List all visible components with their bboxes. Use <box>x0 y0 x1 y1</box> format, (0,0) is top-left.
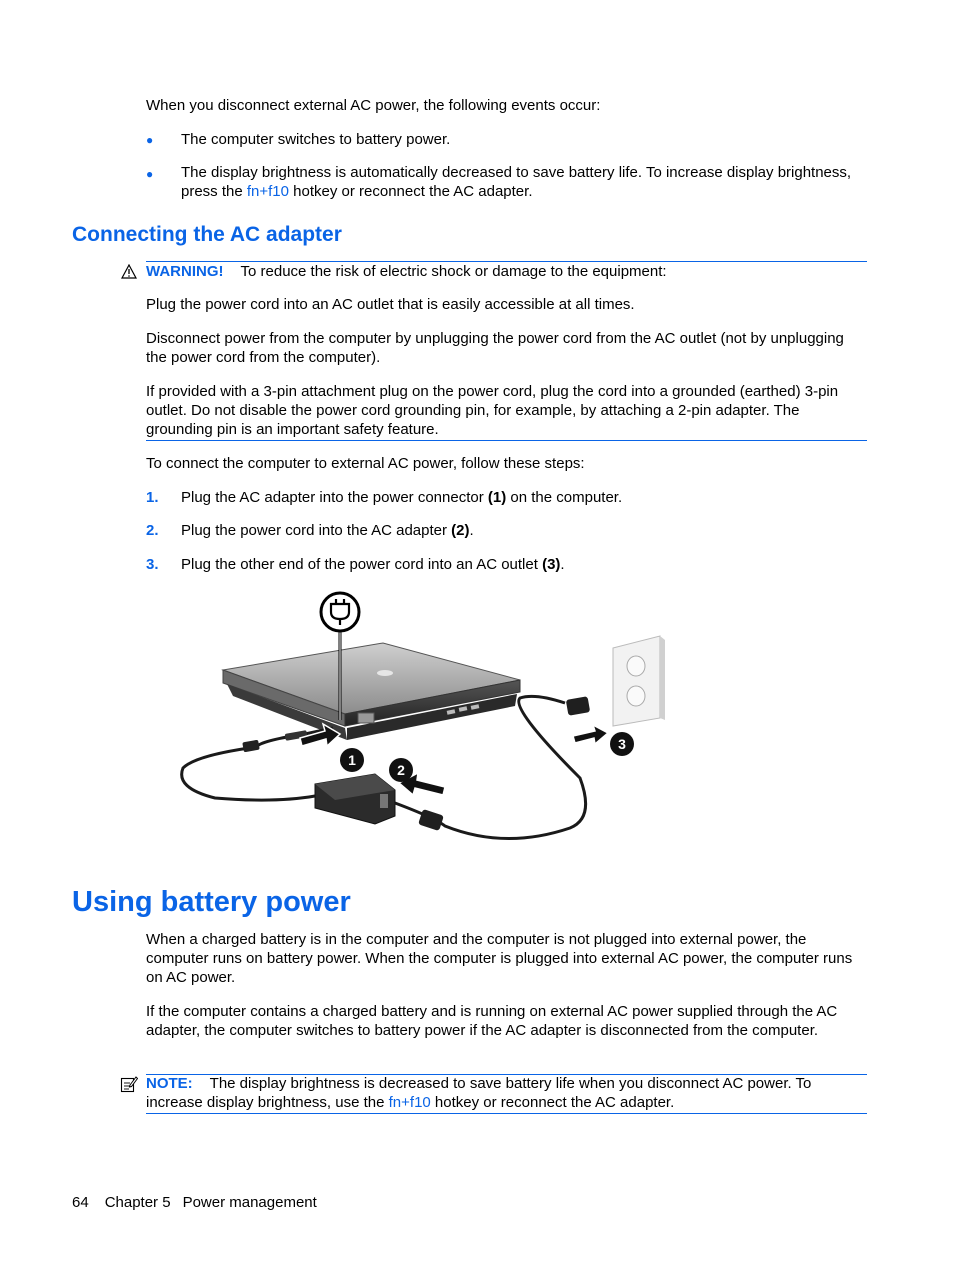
step-number: 2. <box>146 522 159 539</box>
arrow-3 <box>573 725 608 744</box>
page-footer <box>72 1193 333 1212</box>
bullet-item: The computer switches to battery power. <box>181 131 451 148</box>
step-item <box>181 521 871 540</box>
body-paragraph: When a charged battery is in the computer and the computer is not plugged into external power, the computer runs on battery power. When the computer is plugged into external AC power, the computer runs on AC power. <box>146 931 853 986</box>
note-bottom-rule <box>146 1113 867 1114</box>
bullet-text: hotkey or reconnect the AC adapter. <box>289 183 533 200</box>
hotkey-link[interactable]: fn+f10 <box>388 1094 431 1111</box>
hotkey-link[interactable]: fn+f10 <box>246 183 289 200</box>
step-ref: (1) <box>487 489 507 506</box>
note-text: The display brightness is decreased to save battery life when you disconnect AC power. To increase display brightness, use the <box>146 1075 812 1111</box>
svg-text:2: 2 <box>397 762 405 778</box>
warning-line <box>146 262 868 281</box>
steps-intro: To connect the computer to external AC power, follow these steps: <box>146 455 585 472</box>
body-paragraph: If the computer contains a charged battery and is running on external AC power supplied through the AC adapter, the computer switches to battery power if the AC adapter is disconnected from the computer. <box>146 1003 838 1039</box>
svg-text:1: 1 <box>348 752 356 768</box>
note-text-after: hotkey or reconnect the AC adapter. <box>430 1094 675 1111</box>
callout-2 <box>389 758 413 782</box>
step-text: Plug the AC adapter into the power connector <box>181 489 488 506</box>
step-item <box>181 555 871 574</box>
chapter-title: Power management <box>182 1194 317 1211</box>
warning-bottom-rule <box>146 440 867 441</box>
note-pencil-icon <box>120 1075 138 1093</box>
svg-text:3: 3 <box>618 736 626 752</box>
warning-label: WARNING! <box>146 263 224 280</box>
bullet-marker: ● <box>146 133 154 147</box>
wall-outlet <box>613 636 665 726</box>
step-text-after: on the computer. <box>506 489 623 506</box>
chapter-label: Chapter 5 <box>104 1194 171 1211</box>
callout-3 <box>610 732 634 756</box>
warning-paragraph: Plug the power cord into an AC outlet that is easily accessible at all times. <box>146 296 635 313</box>
note-label: NOTE: <box>146 1075 193 1092</box>
laptop-graphic <box>223 643 520 740</box>
bullet-marker: ● <box>146 167 154 181</box>
bullet-item <box>181 163 871 201</box>
step-text-after: . <box>560 556 565 573</box>
note-block <box>146 1074 868 1112</box>
warning-text: To reduce the risk of electric shock or damage to the equipment: <box>240 263 667 280</box>
step-number: 3. <box>146 556 159 573</box>
main-heading: Using battery power <box>72 886 351 918</box>
ac-adapter-brick <box>315 774 395 824</box>
step-ref: (2) <box>451 522 470 539</box>
ac-adapter-illustration <box>175 588 670 850</box>
step-text-after: . <box>469 522 474 539</box>
warning-paragraph: If provided with a 3-pin attachment plug on the power cord, plug the cord into a grounded (earthed) 3-pin outlet. Do not disable the power cord grounding pin, for example, by attaching a 2-pin adapter. The grounding pin is an important safety feature. <box>146 383 839 438</box>
bullet-text: The display brightness is automatically decreased to save battery life. To increase display brightness, press the <box>181 164 852 200</box>
step-item <box>181 488 871 507</box>
step-text: Plug the other end of the power cord into an AC outlet <box>181 556 543 573</box>
step-text: Plug the power cord into the AC adapter <box>181 522 452 539</box>
warning-triangle-icon <box>121 264 137 279</box>
callout-1 <box>340 748 364 772</box>
intro-paragraph: When you disconnect external AC power, the following events occur: <box>146 97 601 114</box>
step-ref: (3) <box>542 556 561 573</box>
page-number: 64 <box>72 1194 89 1211</box>
section-heading: Connecting the AC adapter <box>72 223 342 246</box>
warning-paragraph: Disconnect power from the computer by unplugging the power cord from the AC outlet (not by unplugging the power cord from the computer). <box>146 330 844 366</box>
power-plug-icon <box>321 593 359 631</box>
step-number: 1. <box>146 489 159 506</box>
